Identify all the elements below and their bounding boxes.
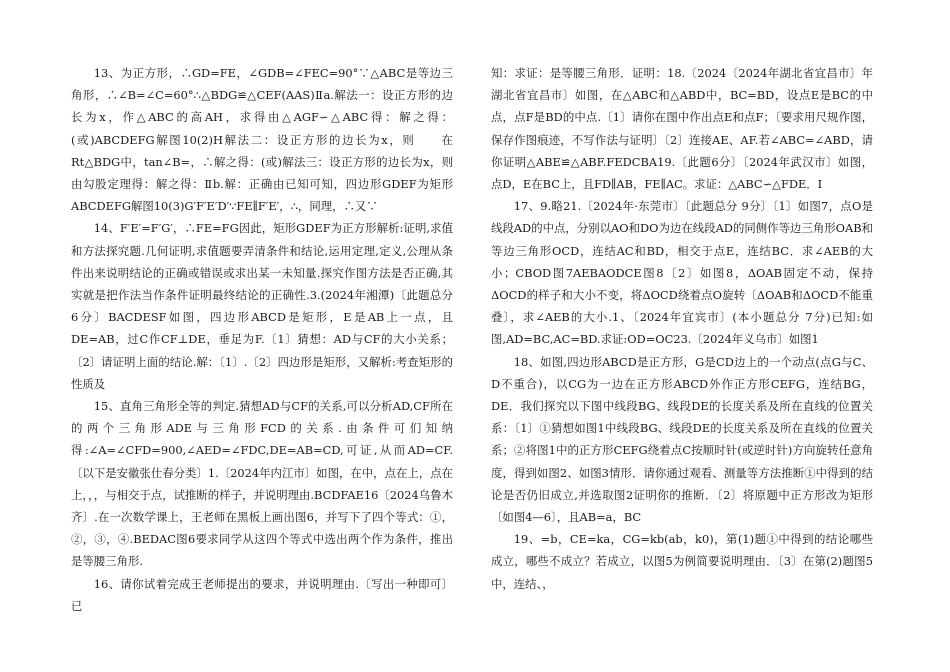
paragraph-14: 14、F′E′=F′G′，∴FE=FG因此，矩形GDEF为正方形解析:证明,求值和方法探究题.几何证明,求值题要弄清条件和结论,运用定理,定义,公理从条件出来说明结论的正确或错误或求出某一未知量.探究作图方法是否正确,其实就是把作法当作条件证明最终结论的正确性.3.(2024年湘潭)〔此题总分 6分〕BACDESF如图，四边形ABCD是矩形，E是AB上一点，且DE=AB，过C作CF⊥DE，垂足为F.〔1〕猜想：AD与CF的大小关系；〔2〕请证明上面的结论.解：〔1〕.〔2〕四边形是矩形，又解析:考查矩形的性质及 bbox=[71, 221, 453, 391]
paragraph-17: 17、9.略21.〔2024年·东莞市〕〔此题总分 9分〕〔1〕如图7，点O是线段AD的中点，分别以AO和DO为边在线段AD的同侧作等边三角形OAB和等边三角形OCD，连结AC和BD，相交于点E，连结BC．求∠AEB的大小；CBOD图7AEBAODCE图8〔2〕如图8，ΔOAB固定不动，保持ΔOCD的样子和大小不变，将ΔOCD绕着点O旋转〔ΔOAB和ΔOCD不能重叠〕，求∠AEB的大小.1、〔2024年宜宾市〕(本小题总分 7分)已知:如图,AD=BC,AC=BD.求证:OD=OC23.〔2024年义乌市〕如图1 bbox=[491, 199, 873, 347]
paragraph-18: 18、如图,四边形ABCD是正方形，G是CD边上的一个动点(点G与C、D不重合)，以CG为一边在正方形ABCD外作正方形CEFG，连结BG，DE．我们探究以下图中线段BG、线段DE的长度关系及所在直线的位置关系：〔1〕①猜想如图1中线段BG、线段DE的长度关系及所在直线的位置关系；②将图1中的正方形CEFG绕着点C按顺时针(或逆时针)方向旋转任意角度，得到如图2、如图3情形．请你通过观看、测量等方法推断①中得到的结论是否仍旧成立,并选取图2证明你的推断．〔2〕将原题中正方形改为矩形〔如图4—6〕，且AB=a，BC bbox=[491, 354, 873, 525]
paragraph-16-continued: 知：求证：是等腰三角形．证明：18.〔2024〔2024年湖北省宜昌市〕年湖北省宜昌市〕如图，在△ABC和△ABD中，BC=BD，设点E是BC的中点，点F是BD的中点.〔1〕请你在图中作出点E和点F；〔要求用尺规作图，保存作图痕迹，不写作法与证明〕〔2〕连接AE、AF.若∠ABC=∠ABD，请你证明△ABE≌△ABF.FEDCBA19.〔此题6分〕〔2024年武汉市〕如图，点D，E在BC上，且FD∥AB，FE∥AC。求证：△ABC∽△FDE．I bbox=[491, 66, 873, 192]
right-text-column bbox=[491, 62, 873, 595]
paragraph-19: 19、=b，CE=ka，CG=kb(ab，k0)，第(1)题①中得到的结论哪些成立，哪些不成立？若成立，以图5为例简要说明理由．〔3〕在第(2)题图5中，连结、， bbox=[491, 532, 873, 591]
left-text-column bbox=[71, 62, 453, 617]
paragraph-13: 13、为正方形，∴GD=FE，∠GDB=∠FEC=90°∵△ABC是等边三角形，∴∠B=∠C=60°∴△BDG≌△CEF(AAS)Ⅱa.解法一：设正方形的边长为x，作△ABC的高AH，求得由△AGF∽△ABC得：解之得：(或)ABCDEFG解图10(2)H解法二：设正方形的边长为x，则 在Rt△BDG中，tan∠B=，∴解之得：(或)解法三：设正方形的边长为x，则由勾股定理得：解之得：Ⅱb.解：正确由已知可知，四边形GDEF为矩形ABCDEFG解图10(3)G′F′E′D′∵FE∥F′E′，∴，同理，∴又∵ bbox=[71, 66, 453, 214]
paragraph-15: 15、直角三角形全等的判定.猜想AD与CF的关系,可以分析AD,CF所在的两个三角形ADE与三角形FCD的关系.由条件可们知纳得:∠A=∠CFD=900,∠AED=∠FDC,DE=AB=CD,可证,从而AD=CF.〔以下是安徽张仕春分类〕1.〔2024年内江市〕如图，在中，点在上，点在上，，，与相交于点，试推断的样子，并说明理由.BCDFAE16〔2024乌鲁木齐〕.在一次数学课上，王老师在黑板上画出图6，并写下了四个等式：①，②，③，④.BEDAC图6要求同学从这四个等式中选出两个作为条件，推出是等腰三角形. bbox=[71, 399, 453, 569]
paragraph-16: 16、请你试着完成王老师提出的要求，并说明理由.〔写出一种即可〕已 bbox=[71, 576, 453, 613]
